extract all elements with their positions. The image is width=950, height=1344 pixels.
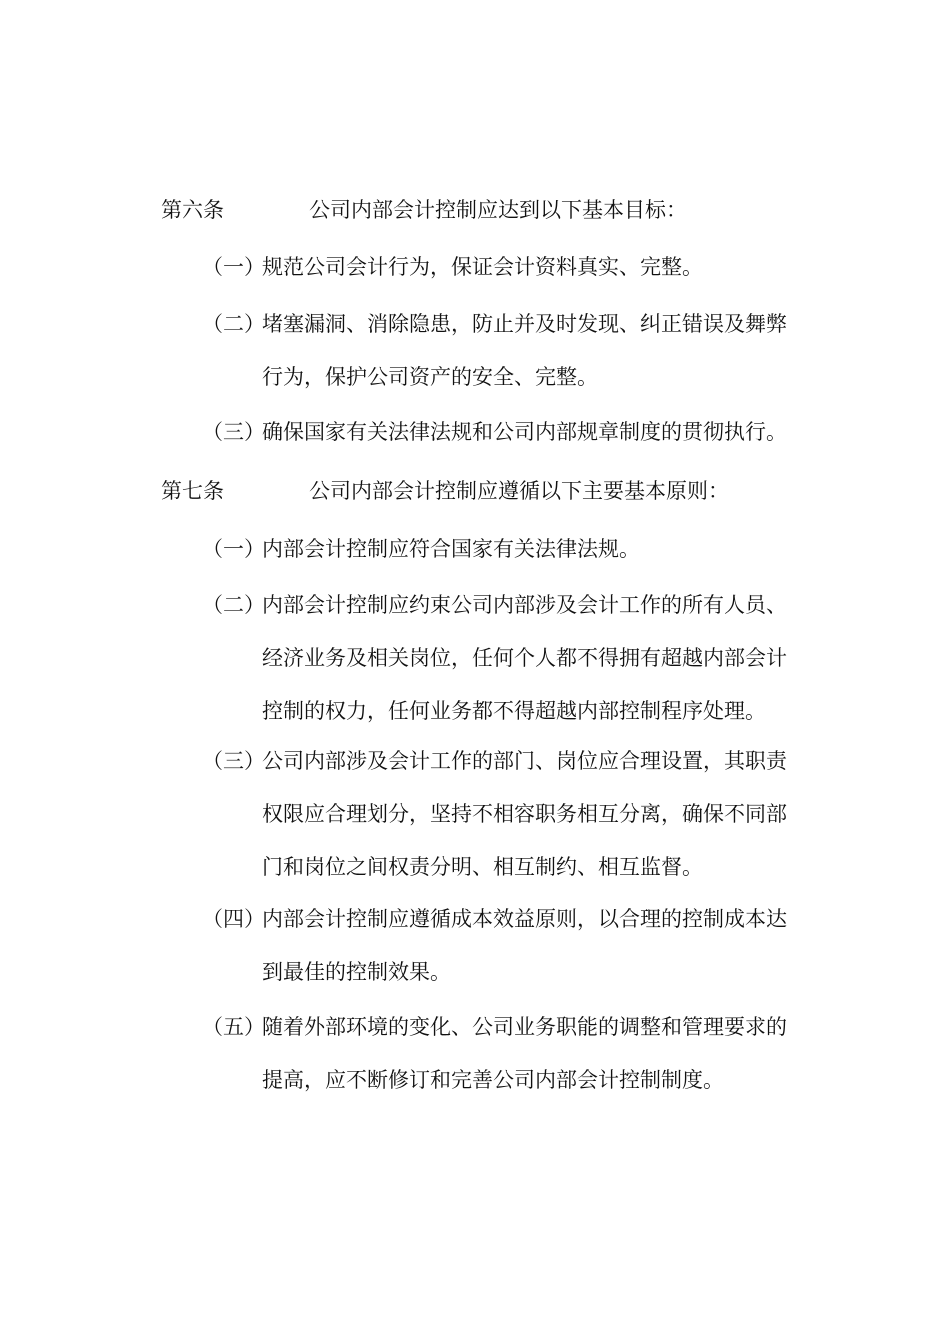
item-line: 提高，应不断修订和完善公司内部会计控制制度。 — [262, 1068, 724, 1092]
item-line: 内部会计控制应遵循成本效益原则，以合理的控制成本达 — [262, 907, 787, 931]
article-7-heading — [161, 478, 729, 504]
item-line: 门和岗位之间权责分明、相互制约、相互监督。 — [262, 855, 703, 879]
article-6-text: 公司内部会计控制应达到以下基本目标： — [309, 198, 687, 222]
item-text — [262, 592, 837, 724]
item-marker: （四） — [202, 907, 265, 931]
item-marker: （二） — [202, 312, 265, 336]
item-line: 公司内部涉及会计工作的部门、岗位应合理设置，其职责 — [262, 749, 787, 773]
item-text — [262, 536, 837, 562]
article-6-label: 第六条 — [161, 198, 224, 222]
item-text — [262, 311, 837, 390]
item-line: 堵塞漏洞、消除隐患，防止并及时发现、纠正错误及舞弊 — [262, 312, 787, 336]
item-line: 规范公司会计行为，保证会计资料真实、完整。 — [262, 255, 703, 279]
item-line: 随着外部环境的变化、公司业务职能的调整和管理要求的 — [262, 1015, 787, 1039]
item-marker: （三） — [202, 420, 265, 444]
item-marker: （一） — [202, 255, 265, 279]
item-text — [262, 1014, 837, 1093]
item-line: 确保国家有关法律法规和公司内部规章制度的贯彻执行。 — [262, 420, 787, 444]
item-marker: （三） — [202, 749, 265, 773]
article-6-heading — [161, 197, 687, 223]
item-line: 经济业务及相关岗位，任何个人都不得拥有超越内部会计 — [262, 646, 787, 670]
item-line: 权限应合理划分，坚持不相容职务相互分离，确保不同部 — [262, 802, 787, 826]
item-marker: （五） — [202, 1015, 265, 1039]
item-line: 内部会计控制应符合国家有关法律法规。 — [262, 537, 640, 561]
item-line: 到最佳的控制效果。 — [262, 960, 451, 984]
item-text — [262, 906, 837, 985]
item-text — [262, 254, 837, 280]
item-text — [262, 419, 837, 445]
item-line: 控制的权力，任何业务都不得超越内部控制程序处理。 — [262, 699, 766, 723]
article-7-label: 第七条 — [161, 479, 224, 503]
article-7-text: 公司内部会计控制应遵循以下主要基本原则： — [309, 479, 729, 503]
item-line: 行为，保护公司资产的安全、完整。 — [262, 365, 598, 389]
item-marker: （二） — [202, 593, 265, 617]
item-line: 内部会计控制应约束公司内部涉及会计工作的所有人员、 — [262, 593, 787, 617]
item-marker: （一） — [202, 537, 265, 561]
item-text — [262, 748, 837, 880]
